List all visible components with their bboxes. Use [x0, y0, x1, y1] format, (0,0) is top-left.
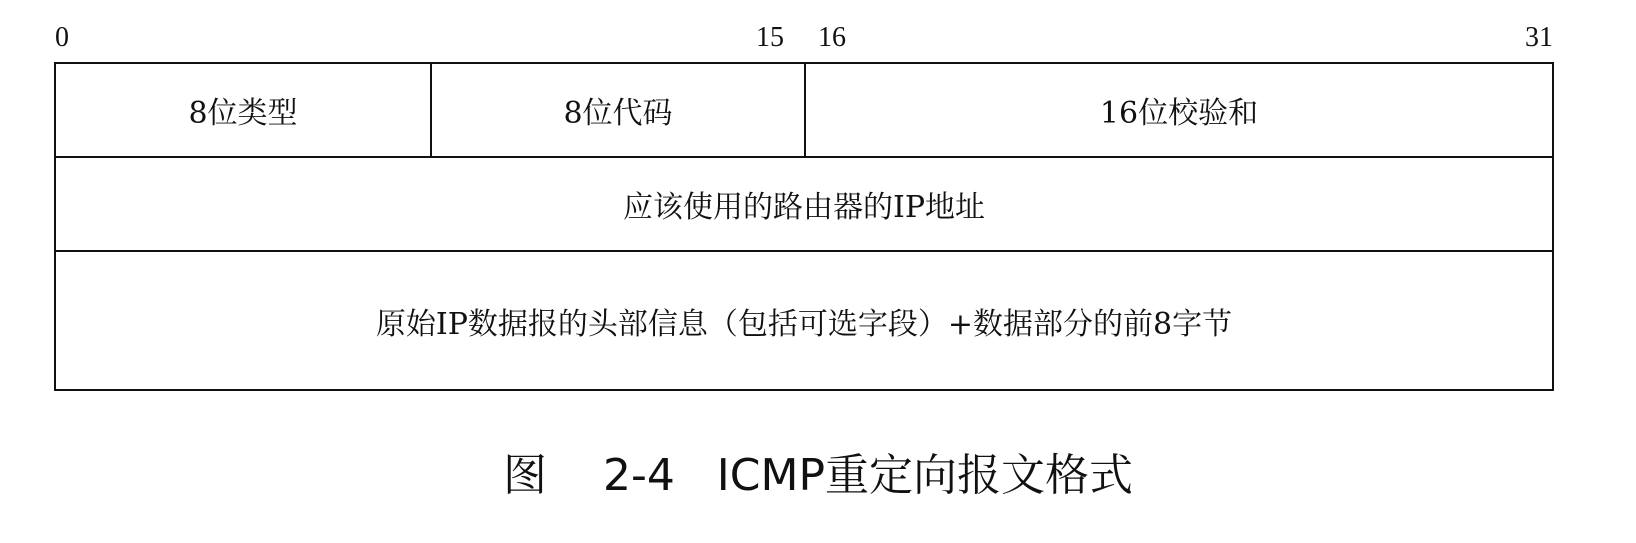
bit-label-0: 0 [55, 22, 69, 53]
figure-title: ICMP重定向报文格式 [716, 450, 1133, 501]
gateway-row [56, 158, 1552, 252]
gateway-address-field: 应该使用的路由器的IP地址 [622, 190, 986, 225]
checksum-field: 16位校验和 [1099, 96, 1259, 131]
original-datagram-row [56, 252, 1552, 389]
figure-label: 图 [503, 450, 547, 501]
original-datagram-field: 原始IP数据报的头部信息（包括可选字段）+数据部分的前8字节 [375, 306, 1233, 342]
figure-caption [0, 448, 1636, 504]
bit-label-16: 16 [818, 22, 846, 53]
header-row [56, 64, 1552, 158]
code-field: 8位代码 [432, 64, 806, 156]
figure-number: 2-4 [602, 450, 675, 501]
type-field: 8位类型 [56, 64, 432, 156]
bit-label-15: 15 [756, 22, 784, 53]
bit-label-31: 31 [1525, 22, 1553, 53]
icmp-redirect-packet-diagram [54, 62, 1554, 391]
